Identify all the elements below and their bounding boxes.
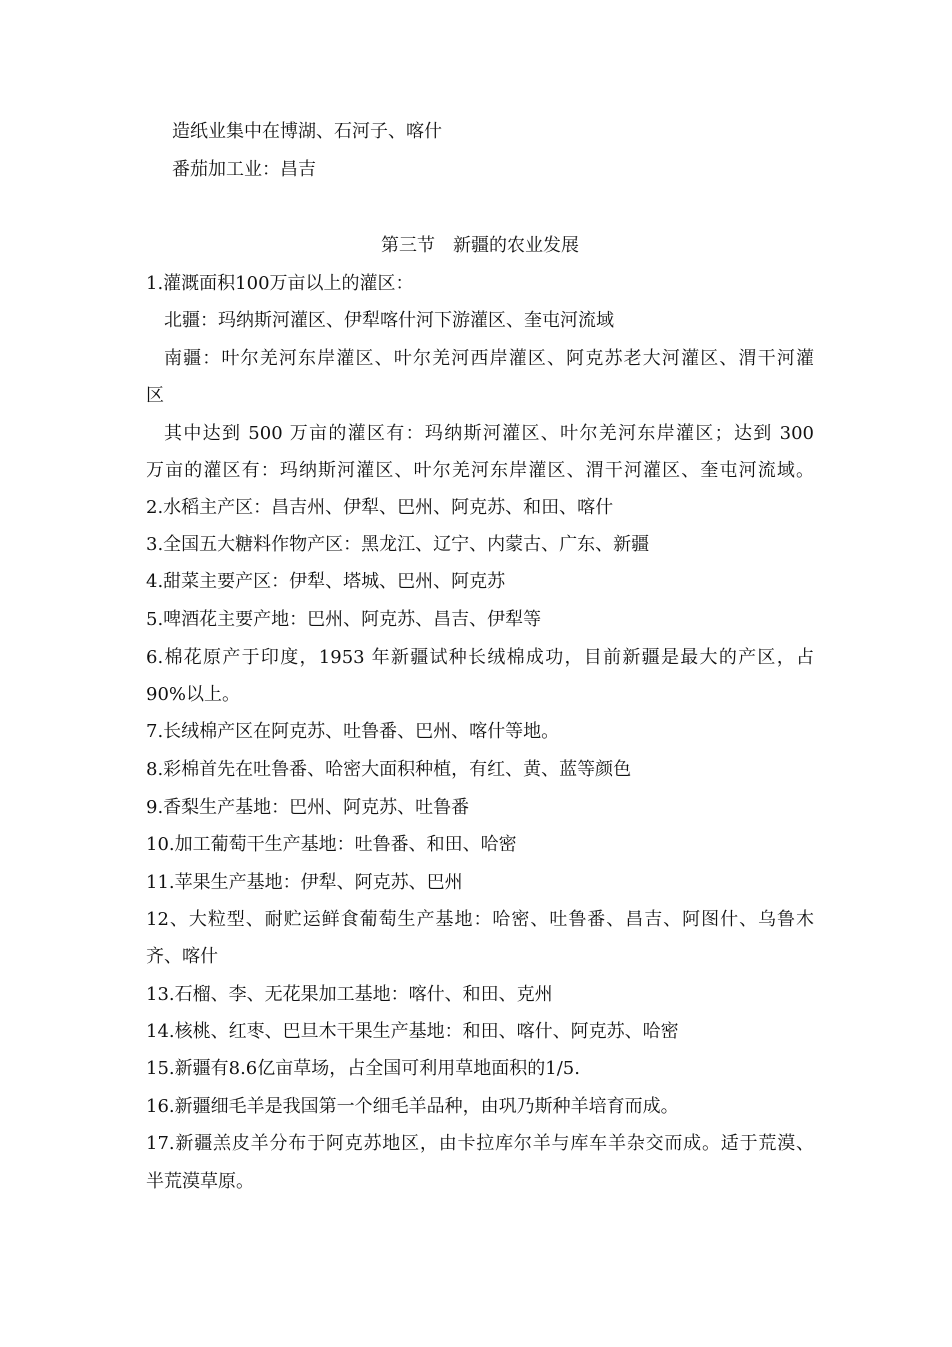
item-1-north: 北疆：玛纳斯河灌区、伊犁喀什河下游灌区、奎屯河流域: [164, 310, 614, 331]
item-15: 15.新疆有8.6亿亩草场，占全国可利用草地面积的1/5.: [146, 1058, 580, 1079]
item-12-line-1: 12、大粒型、耐贮运鲜食葡萄生产基地：哈密、吐鲁番、昌吉、阿图什、乌鲁木: [146, 909, 814, 930]
item-3: 3.全国五大糖料作物产区：黑龙江、辽宁、内蒙古、广东、新疆: [146, 534, 650, 555]
item-5: 5.啤酒花主要产地：巴州、阿克苏、昌吉、伊犁等: [146, 609, 542, 630]
item-1-south-line-1: 南疆：叶尔羌河东岸灌区、叶尔羌河西岸灌区、阿克苏老大河灌区、渭干河灌: [164, 348, 814, 369]
item-9: 9.香梨生产基地：巴州、阿克苏、吐鲁番: [146, 797, 470, 818]
item-16: 16.新疆细毛羊是我国第一个细毛羊品种，由巩乃斯种羊培育而成。: [146, 1096, 679, 1117]
item-17-line-1: 17.新疆羔皮羊分布于阿克苏地区，由卡拉库尔羊与库车羊杂交而成。适于荒漠、: [146, 1133, 814, 1154]
item-1-note-line-2: 万亩的灌区有：玛纳斯河灌区、叶尔羌河东岸灌区、渭干河灌区、奎屯河流域。: [146, 460, 814, 481]
item-4: 4.甜菜主要产区：伊犁、塔城、巴州、阿克苏: [146, 571, 506, 592]
item-14: 14.核桃、红枣、巴旦木干果生产基地：和田、喀什、阿克苏、哈密: [146, 1021, 679, 1042]
item-12-line-2: 齐、喀什: [146, 946, 218, 967]
item-13: 13.石榴、李、无花果加工基地：喀什、和田、克州: [146, 984, 553, 1005]
item-10: 10.加工葡萄干生产基地：吐鲁番、和田、哈密: [146, 834, 517, 855]
item-2: 2.水稻主产区：昌吉州、伊犁、巴州、阿克苏、和田、喀什: [146, 497, 614, 518]
item-6-line-1: 6.棉花原产于印度，1953 年新疆试种长绒棉成功，目前新疆是最大的产区，占: [146, 647, 814, 668]
section-title: 第三节 新疆的农业发展: [381, 235, 579, 256]
item-1-title: 1.灌溉面积100万亩以上的灌区：: [146, 273, 414, 294]
item-17-line-2: 半荒漠草原。: [146, 1171, 254, 1192]
item-8: 8.彩棉首先在吐鲁番、哈密大面积种植，有红、黄、蓝等颜色: [146, 759, 632, 780]
item-7: 7.长绒棉产区在阿克苏、吐鲁番、巴州、喀什等地。: [146, 721, 560, 742]
item-1-south-line-2: 区: [146, 385, 164, 406]
intro-line-tomato-industry: 番茄加工业：昌吉: [172, 159, 316, 180]
intro-line-paper-industry: 造纸业集中在博湖、石河子、喀什: [172, 121, 442, 142]
item-1-note-line-1: 其中达到 500 万亩的灌区有：玛纳斯河灌区、叶尔羌河东岸灌区；达到 300: [164, 423, 814, 444]
item-11: 11.苹果生产基地：伊犁、阿克苏、巴州: [146, 872, 463, 893]
item-6-line-2: 90%以上。: [146, 684, 241, 705]
